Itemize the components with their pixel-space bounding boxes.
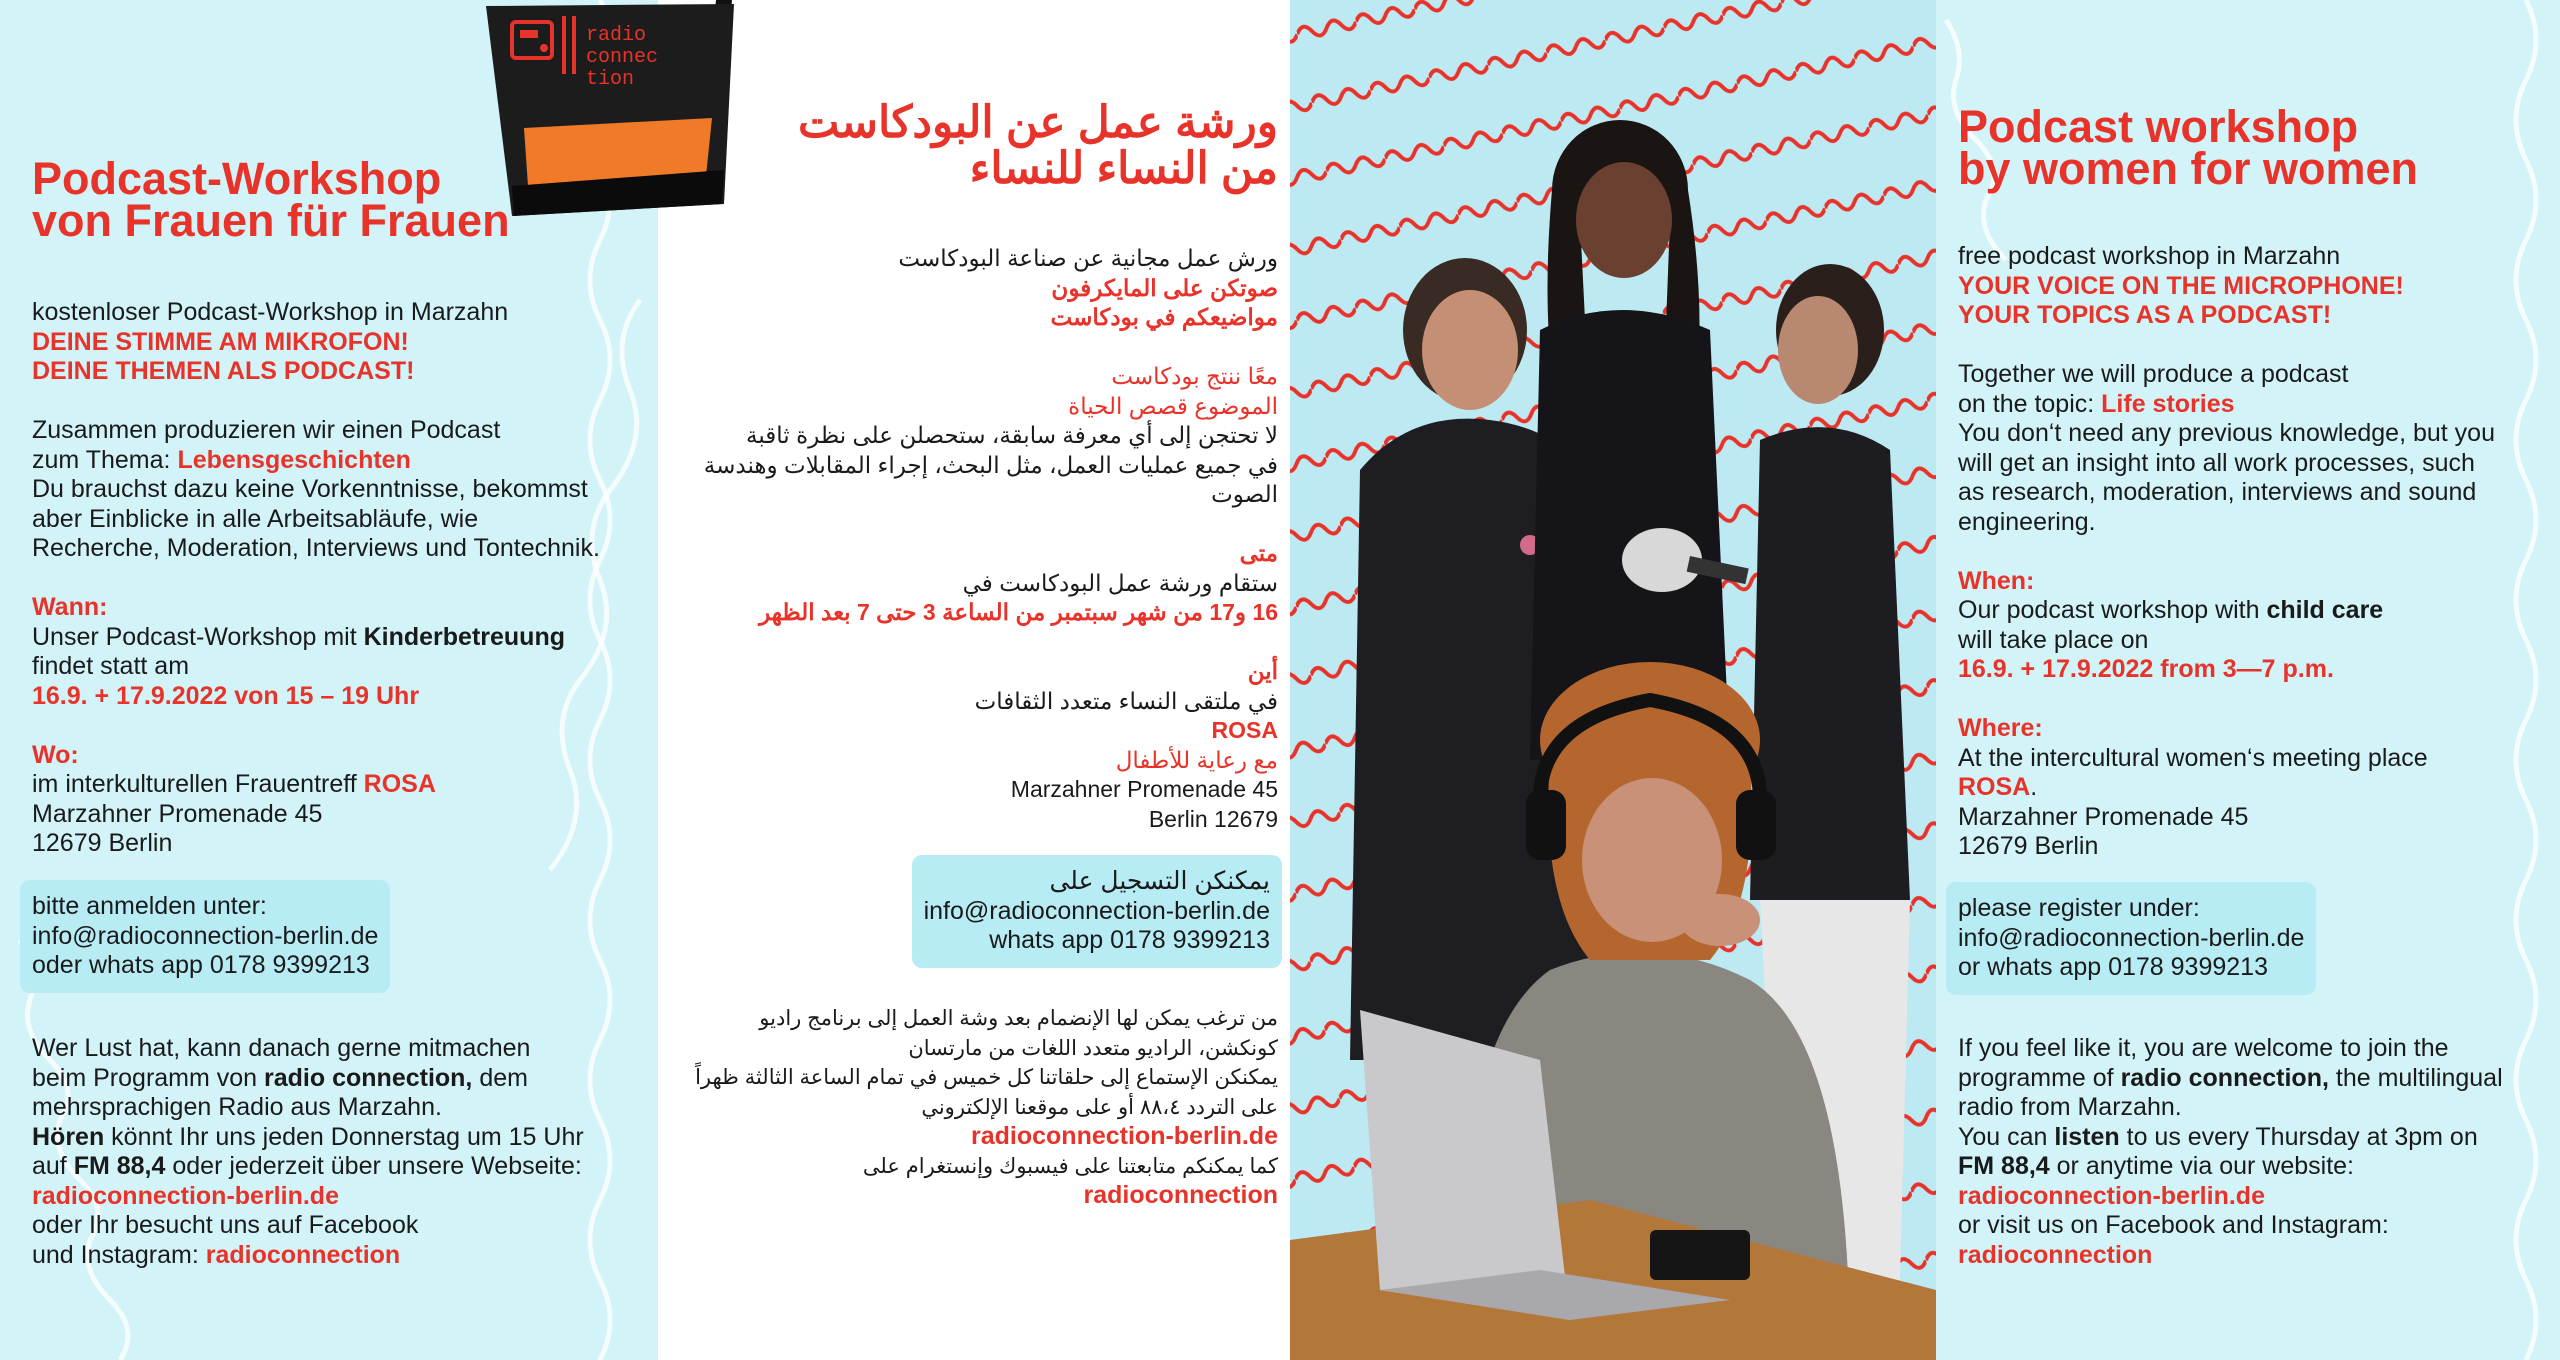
when-text-part: Our podcast workshop with bbox=[1958, 596, 2267, 624]
join-text: كونكشن، الراديو متعدد اللغات من مارتسان bbox=[908, 1036, 1278, 1060]
register-whatsapp: or whats app 0178 9399213 bbox=[1958, 953, 2268, 981]
join-text bbox=[32, 1123, 652, 1153]
address-street: Marzahner Promenade 45 bbox=[1958, 802, 2249, 831]
topic-text: Zusammen produzieren wir einen Podcast bbox=[32, 416, 501, 444]
event-date: 16 و17 من شهر سبتمبر من الساعة 3 حتى 7 بعد الظهر bbox=[759, 599, 1278, 625]
join-text: If you feel like it, you are welcome to join the bbox=[1958, 1034, 2449, 1062]
join-text-part: You can bbox=[1958, 1122, 2055, 1151]
when-text: will take place on bbox=[1958, 625, 2149, 654]
join-text bbox=[32, 1064, 652, 1094]
register-whatsapp: whats app 0178 9399213 bbox=[989, 926, 1270, 954]
join-text-part: und Instagram: bbox=[32, 1240, 206, 1269]
address-city: 12679 Berlin bbox=[32, 829, 173, 857]
register-box-german bbox=[20, 880, 390, 993]
register-whatsapp: oder whats app 0178 9399213 bbox=[32, 951, 370, 979]
join-text-part: or anytime via our website: bbox=[2049, 1152, 2354, 1180]
audio-recorder bbox=[1650, 1230, 1750, 1280]
address-street: Marzahner Promenade 45 bbox=[32, 799, 323, 828]
where-label: Wo: bbox=[32, 740, 79, 769]
address-city: 12679 Berlin bbox=[1958, 832, 2099, 860]
topic-text: Recherche, Moderation, Interviews und Tontechnik. bbox=[32, 534, 600, 562]
intro-text: ورش عمل مجانية عن صناعة البودكاست bbox=[898, 245, 1278, 271]
when-text: findet statt am bbox=[32, 652, 190, 680]
register-email-link[interactable]: info@radioconnection-berlin.de bbox=[32, 921, 379, 950]
listen-highlight: listen bbox=[2054, 1122, 2120, 1151]
join-text bbox=[32, 1241, 652, 1271]
slogan: مواضيعكم في بودكاست bbox=[1050, 304, 1278, 330]
address-street: Marzahner Promenade 45 bbox=[1010, 776, 1278, 802]
topic-highlight: Life stories bbox=[2101, 389, 2235, 418]
slogan: صوتكن على المايكرفون bbox=[1051, 274, 1278, 301]
title-line: من النساء للنساء bbox=[969, 144, 1278, 193]
childcare-highlight: child care bbox=[2266, 596, 2384, 624]
join-text-part: the multilingual bbox=[2328, 1063, 2503, 1092]
join-text-part: beim Programm von bbox=[32, 1063, 265, 1092]
join-text-part: auf bbox=[32, 1152, 74, 1180]
join-text: من ترغب يمكن لها الإنضمام بعد وشة العمل إلى برنامج راديو bbox=[759, 1007, 1278, 1030]
where-text: ROSA. bbox=[1958, 773, 2038, 801]
arabic-body bbox=[668, 244, 1278, 834]
join-text: radio from Marzahn. bbox=[1958, 1093, 2182, 1121]
register-email-link[interactable]: info@radioconnection-berlin.de bbox=[923, 896, 1270, 925]
when-label: متى bbox=[1239, 540, 1278, 566]
social-handle-link[interactable]: radioconnection bbox=[1083, 1181, 1278, 1209]
join-text bbox=[1958, 1152, 2558, 1182]
topic-text: will get an insight into all work processes, such bbox=[1958, 448, 2475, 477]
german-join bbox=[32, 1034, 652, 1270]
join-text: Wer Lust hat, kann danach gerne mitmachen bbox=[32, 1034, 531, 1062]
join-text bbox=[1958, 1123, 2558, 1153]
radio-name: radio connection, bbox=[2120, 1063, 2329, 1092]
when-text bbox=[1958, 596, 2558, 626]
when-text bbox=[32, 623, 642, 653]
topic-text: Du brauchst dazu keine Vorkenntnisse, bekommst bbox=[32, 475, 588, 503]
address-city: 12679 Berlin bbox=[1148, 805, 1278, 832]
childcare-highlight: Kinderbetreuung bbox=[363, 622, 565, 651]
topic-text: engineering. bbox=[1958, 507, 2096, 536]
join-text-part: oder jederzeit über unsere Webseite: bbox=[165, 1152, 582, 1180]
topic-highlight: Lebensgeschichten bbox=[177, 445, 411, 474]
english-panel bbox=[1936, 0, 2560, 1360]
group-photo bbox=[1290, 0, 1936, 1360]
page-title-arabic bbox=[798, 100, 1278, 192]
social-handle-link[interactable]: radioconnection bbox=[205, 1240, 401, 1269]
topic-highlight: الموضوع قصص الحياة bbox=[1068, 392, 1278, 419]
intro-text: free podcast workshop in Marzahn bbox=[1958, 242, 2341, 270]
topic-text bbox=[32, 446, 642, 476]
english-join bbox=[1958, 1034, 2558, 1270]
slogan: YOUR VOICE ON THE MICROPHONE! bbox=[1958, 271, 2404, 300]
when-label: When: bbox=[1958, 566, 2035, 595]
register-email-link[interactable]: info@radioconnection-berlin.de bbox=[1958, 923, 2305, 952]
venue-name: ROSA bbox=[1958, 773, 2031, 801]
event-date: 16.9. + 17.9.2022 from 3—7 p.m. bbox=[1958, 655, 2334, 683]
bag-drawing bbox=[466, 0, 780, 222]
join-text: or visit us on Facebook and Instagram: bbox=[1958, 1211, 2389, 1239]
join-text: oder Ihr besucht uns auf Facebook bbox=[32, 1211, 419, 1239]
join-text: على التردد ٨٨،٤ أو على موقعنا الإلكتروني bbox=[921, 1095, 1278, 1119]
frequency: FM 88,4 bbox=[1958, 1152, 2050, 1180]
topic-text: aber Einblicke in alle Arbeitsabläufe, wie bbox=[32, 504, 479, 533]
website-link[interactable]: radioconnection-berlin.de bbox=[32, 1181, 339, 1210]
title-line: Podcast workshop bbox=[1958, 101, 2359, 152]
topic-text: لا تحتجن إلى أي معرفة سابقة، ستحصلن على نظرة ثاقبة bbox=[746, 422, 1278, 448]
topic-text: as research, moderation, interviews and sound bbox=[1958, 478, 2477, 506]
join-text bbox=[1958, 1064, 2558, 1094]
when-text: ستقام ورشة عمل البودكاست في bbox=[962, 569, 1278, 596]
topic-text: في جميع عمليات العمل، مثل البحث، إجراء المقابلات وهندسة bbox=[703, 451, 1278, 478]
slogan: DEINE STIMME AM MIKROFON! bbox=[32, 327, 409, 356]
website-link[interactable]: radioconnection-berlin.de bbox=[971, 1122, 1278, 1150]
when-text-part: Unser Podcast-Workshop mit bbox=[32, 622, 364, 651]
topic-text: الصوت bbox=[1211, 481, 1278, 507]
bag-logo-line: connec bbox=[586, 46, 659, 69]
register-box-english bbox=[1946, 882, 2316, 995]
german-body bbox=[32, 298, 642, 859]
venue-name: ROSA bbox=[363, 770, 436, 798]
topic-text bbox=[1958, 390, 2558, 420]
bag-logo-line: tion bbox=[586, 68, 635, 91]
intro-text: kostenloser Podcast-Workshop in Marzahn bbox=[32, 298, 509, 326]
join-text bbox=[32, 1152, 652, 1182]
topic-label: zum Thema: bbox=[32, 445, 178, 474]
website-link[interactable]: radioconnection-berlin.de bbox=[1958, 1181, 2265, 1210]
title-line: Podcast-Workshop bbox=[32, 153, 442, 204]
register-box-arabic bbox=[912, 855, 1282, 968]
where-text: في ملتقى النساء متعدد الثقافات bbox=[974, 687, 1278, 714]
listen-highlight: Hören bbox=[32, 1122, 105, 1151]
photo-panel bbox=[1290, 0, 1936, 1360]
venue-name: ROSA bbox=[1211, 717, 1278, 743]
register-label: bitte anmelden unter: bbox=[32, 892, 267, 920]
topic-label: on the topic: bbox=[1958, 389, 2102, 418]
where-label: أين bbox=[1247, 658, 1278, 684]
social-handle-link[interactable]: radioconnection bbox=[1958, 1240, 2153, 1269]
radio-name: radio connection, bbox=[264, 1063, 473, 1092]
where-text: At the intercultural women‘s meeting place bbox=[1958, 743, 2428, 772]
childcare-highlight: مع رعاية للأطفال bbox=[1115, 746, 1278, 773]
event-date: 16.9. + 17.9.2022 von 15 – 19 Uhr bbox=[32, 681, 420, 710]
topic-text: Together we will produce a podcast bbox=[1958, 360, 2349, 388]
join-text-part: könnt Ihr uns jeden Donnerstag um 15 Uhr bbox=[104, 1122, 584, 1151]
register-label: يمكنكن التسجيل على bbox=[1049, 867, 1270, 895]
topic-highlight: معًا ننتج بودكاست bbox=[1111, 363, 1278, 389]
where-text bbox=[32, 770, 642, 800]
page-title-german bbox=[32, 153, 510, 246]
join-text: mehrsprachigen Radio aus Marzahn. bbox=[32, 1093, 442, 1121]
where-text-part: im interkulturellen Frauentreff bbox=[32, 770, 364, 798]
join-text-part: to us every Thursday at 3pm on bbox=[2119, 1122, 2478, 1151]
arabic-join bbox=[668, 1004, 1278, 1211]
title-line: ورشة عمل عن البودكاست bbox=[797, 98, 1278, 147]
join-text-part: dem bbox=[472, 1063, 528, 1092]
join-text: يمكنكن الإستماع إلى حلقاتنا كل خميس في تمام الساعة الثالثة ظهراً bbox=[695, 1066, 1278, 1089]
radio-bag-image bbox=[466, 0, 780, 222]
title-line: by women for women bbox=[1958, 143, 2419, 194]
bag-logo-line: radio bbox=[586, 24, 647, 47]
when-label: Wann: bbox=[32, 593, 108, 621]
join-text-part: programme of bbox=[1958, 1063, 2121, 1092]
where-label: Where: bbox=[1958, 714, 2043, 742]
slogan: DEINE THEMEN ALS PODCAST! bbox=[32, 357, 415, 385]
frequency: FM 88,4 bbox=[73, 1152, 166, 1180]
register-label: please register under: bbox=[1958, 894, 2200, 922]
english-body bbox=[1958, 242, 2558, 862]
page-title-english bbox=[1958, 101, 2419, 194]
title-line: von Frauen für Frauen bbox=[32, 195, 510, 246]
slogan: YOUR TOPICS AS A PODCAST! bbox=[1958, 301, 2332, 329]
topic-text: You don‘t need any previous knowledge, but you bbox=[1958, 419, 2495, 447]
join-text: كما يمكنكم متابعتنا على فيسبوك وإنستغرام على bbox=[862, 1154, 1278, 1178]
